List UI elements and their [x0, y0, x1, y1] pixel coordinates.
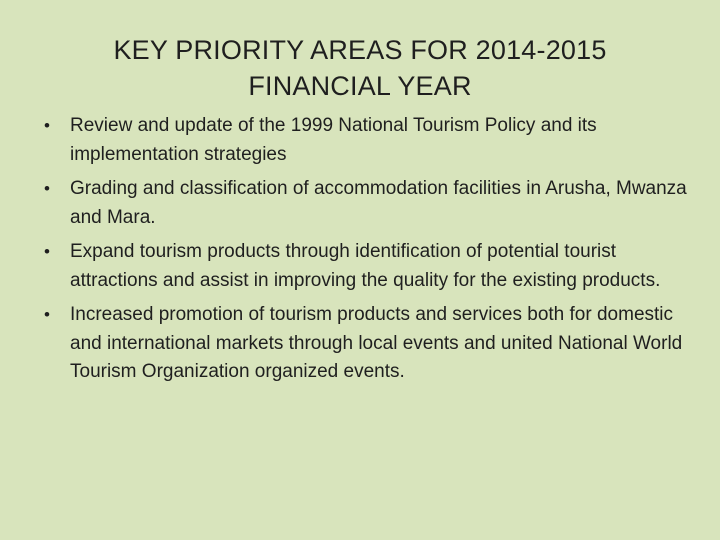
bullet-list	[40, 112, 690, 393]
bullet-icon: •	[44, 116, 50, 135]
bullet-text: Increased promotion of tourism products and services both for domestic and international markets through local events and united National World Tourism Organization organized events.	[70, 304, 683, 382]
bullet-text: Review and update of the 1999 National Tourism Policy and its implementation strategies	[70, 115, 597, 165]
bullet-text: Grading and classification of accommodation facilities in Arusha, Mwanza and Mara.	[70, 178, 687, 228]
bullet-icon: •	[44, 242, 50, 261]
list-item	[40, 112, 690, 169]
list-item	[40, 301, 690, 387]
bullet-icon: •	[44, 179, 50, 198]
bullet-icon: •	[44, 305, 50, 324]
slide-title: KEY PRIORITY AREAS FOR 2014-2015 FINANCIAL YEAR	[113, 35, 607, 101]
bullet-text: Expand tourism products through identification of potential tourist attractions and assist in improving the quality for the existing products.	[70, 241, 661, 291]
list-item	[40, 175, 690, 232]
list-item	[40, 238, 690, 295]
